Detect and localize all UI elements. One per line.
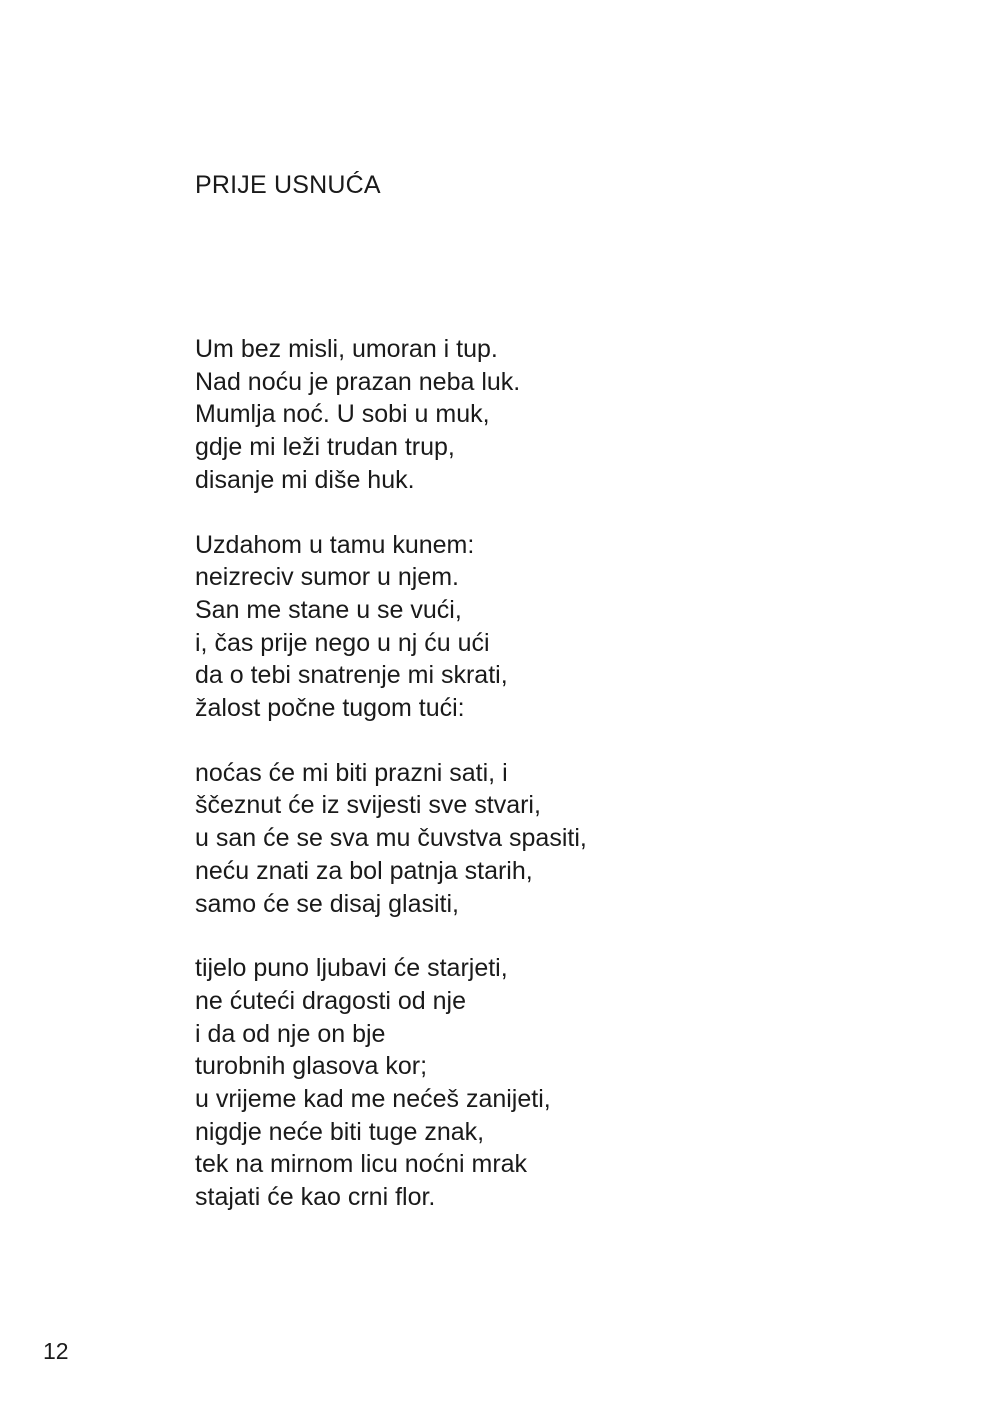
page-number: 12: [43, 1338, 69, 1364]
poem-line: noćas će mi biti prazni sati, i: [195, 758, 508, 787]
poem-line: gdje mi leži trudan trup,: [195, 433, 455, 462]
poem-line: u san će se sva mu čuvstva spasiti,: [195, 824, 587, 853]
poem-line: samo će se disaj glasiti,: [195, 889, 460, 918]
stanza-4: [195, 952, 895, 1214]
poem-line: tijelo puno ljubavi će starjeti,: [195, 954, 508, 983]
poem-body: [195, 333, 895, 1246]
poem-line: ne ćuteći dragosti od nje: [195, 986, 467, 1015]
poem-line: Uzdahom u tamu kunem:: [195, 530, 475, 559]
poem-line: neizreciv sumor u njem.: [195, 563, 459, 592]
poem-line: Mumlja noć. U sobi u muk,: [195, 400, 490, 429]
poem-title: PRIJE USNUĆA: [195, 171, 381, 199]
poem-line: disanje mi diše huk.: [195, 465, 415, 494]
poem-line: Um bez misli, umoran i tup.: [195, 335, 498, 363]
poem-line: Nad noću je prazan neba luk.: [195, 367, 521, 396]
poem-line: nigdje neće biti tuge znak,: [195, 1117, 485, 1146]
poem-line: i da od nje on bje: [195, 1019, 386, 1048]
poem-line: San me stane u se vući,: [195, 595, 462, 624]
stanza-1: [195, 333, 895, 497]
poem-line: ščeznut će iz svijesti sve stvari,: [195, 791, 541, 820]
poem-line: turobnih glasova kor;: [195, 1052, 428, 1081]
poem-line: i, čas prije nego u nj ću ući: [195, 628, 490, 657]
stanza-2: [195, 529, 895, 725]
poem-line: u vrijeme kad me nećeš zanijeti,: [195, 1085, 551, 1114]
poem-line: neću znati za bol patnja starih,: [195, 856, 533, 885]
stanza-3: [195, 757, 895, 921]
poem-line: da o tebi snatrenje mi skrati,: [195, 661, 508, 690]
poem-line: stajati će kao crni flor.: [195, 1183, 436, 1212]
poem-line: tek na mirnom licu noćni mrak: [195, 1150, 528, 1179]
poem-line: žalost počne tugom tući:: [195, 694, 465, 723]
